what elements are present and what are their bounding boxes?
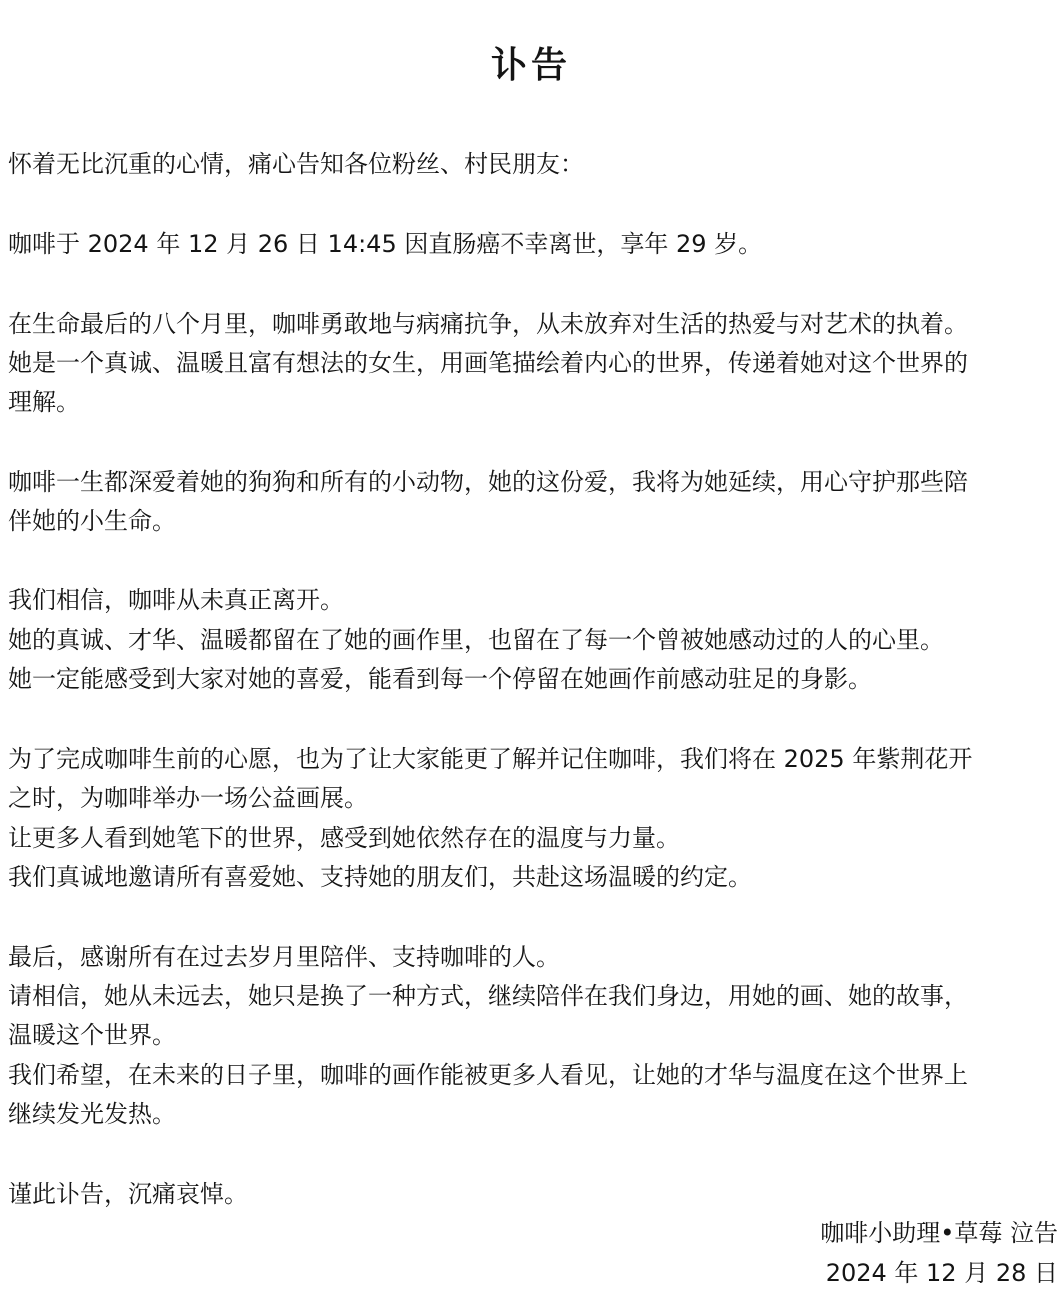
text-line: 我们希望，在未来的日子里，咖啡的画作能被更多人看见，让她的才华与温度在这个世界上 bbox=[8, 1061, 968, 1089]
text-line: 谨此讣告，沉痛哀悼。 bbox=[8, 1180, 248, 1208]
text-line: 最后，感谢所有在过去岁月里陪伴、支持咖啡的人。 bbox=[8, 943, 560, 971]
text-line: 请相信，她从未远去，她只是换了一种方式，继续陪伴在我们身边，用她的画、她的故事， bbox=[8, 982, 968, 1010]
text-line: 我们相信，咖啡从未真正离开。 bbox=[8, 586, 344, 614]
text-line: 伴她的小生命。 bbox=[8, 507, 176, 535]
text-line: 咖啡一生都深爱着她的狗狗和所有的小动物，她的这份爱，我将为她延续，用心守护那些陪 bbox=[8, 468, 968, 496]
text-line: 理解。 bbox=[8, 388, 80, 416]
text-line: 她是一个真诚、温暖且富有想法的女生，用画笔描绘着内心的世界，传递着她对这个世界的 bbox=[8, 349, 968, 377]
text-line: 之时，为咖啡举办一场公益画展。 bbox=[8, 784, 368, 812]
text-line: 咖啡于 2024 年 12 月 26 日 14:45 因直肠癌不幸离世，享年 29 岁。 bbox=[8, 230, 763, 258]
signature-author: 咖啡小助理•草莓 泣告 bbox=[820, 1219, 1058, 1247]
signature-date: 2024 年 12 月 28 日 bbox=[825, 1259, 1058, 1287]
text-line: 她一定能感受到大家对她的喜爱，能看到每一个停留在她画作前感动驻足的身影。 bbox=[8, 665, 872, 693]
text-line: 我们真诚地邀请所有喜爱她、支持她的朋友们，共赴这场温暖的约定。 bbox=[8, 863, 752, 891]
text-line: 温暖这个世界。 bbox=[8, 1021, 176, 1049]
text-line: 在生命最后的八个月里，咖啡勇敢地与病痛抗争，从未放弃对生活的热爱与对艺术的执着。 bbox=[8, 310, 968, 338]
page-title: 讣告 bbox=[490, 45, 571, 86]
text-line: 为了完成咖啡生前的心愿，也为了让大家能更了解并记住咖啡，我们将在 2025 年紫荆花开 bbox=[8, 745, 973, 773]
text-line: 继续发光发热。 bbox=[8, 1100, 176, 1128]
text-line: 她的真诚、才华、温暖都留在了她的画作里，也留在了每一个曾被她感动过的人的心里。 bbox=[8, 626, 944, 654]
text-line: 让更多人看到她笔下的世界，感受到她依然存在的温度与力量。 bbox=[8, 824, 680, 852]
text-line: 怀着无比沉重的心情，痛心告知各位粉丝、村民朋友： bbox=[8, 150, 584, 178]
